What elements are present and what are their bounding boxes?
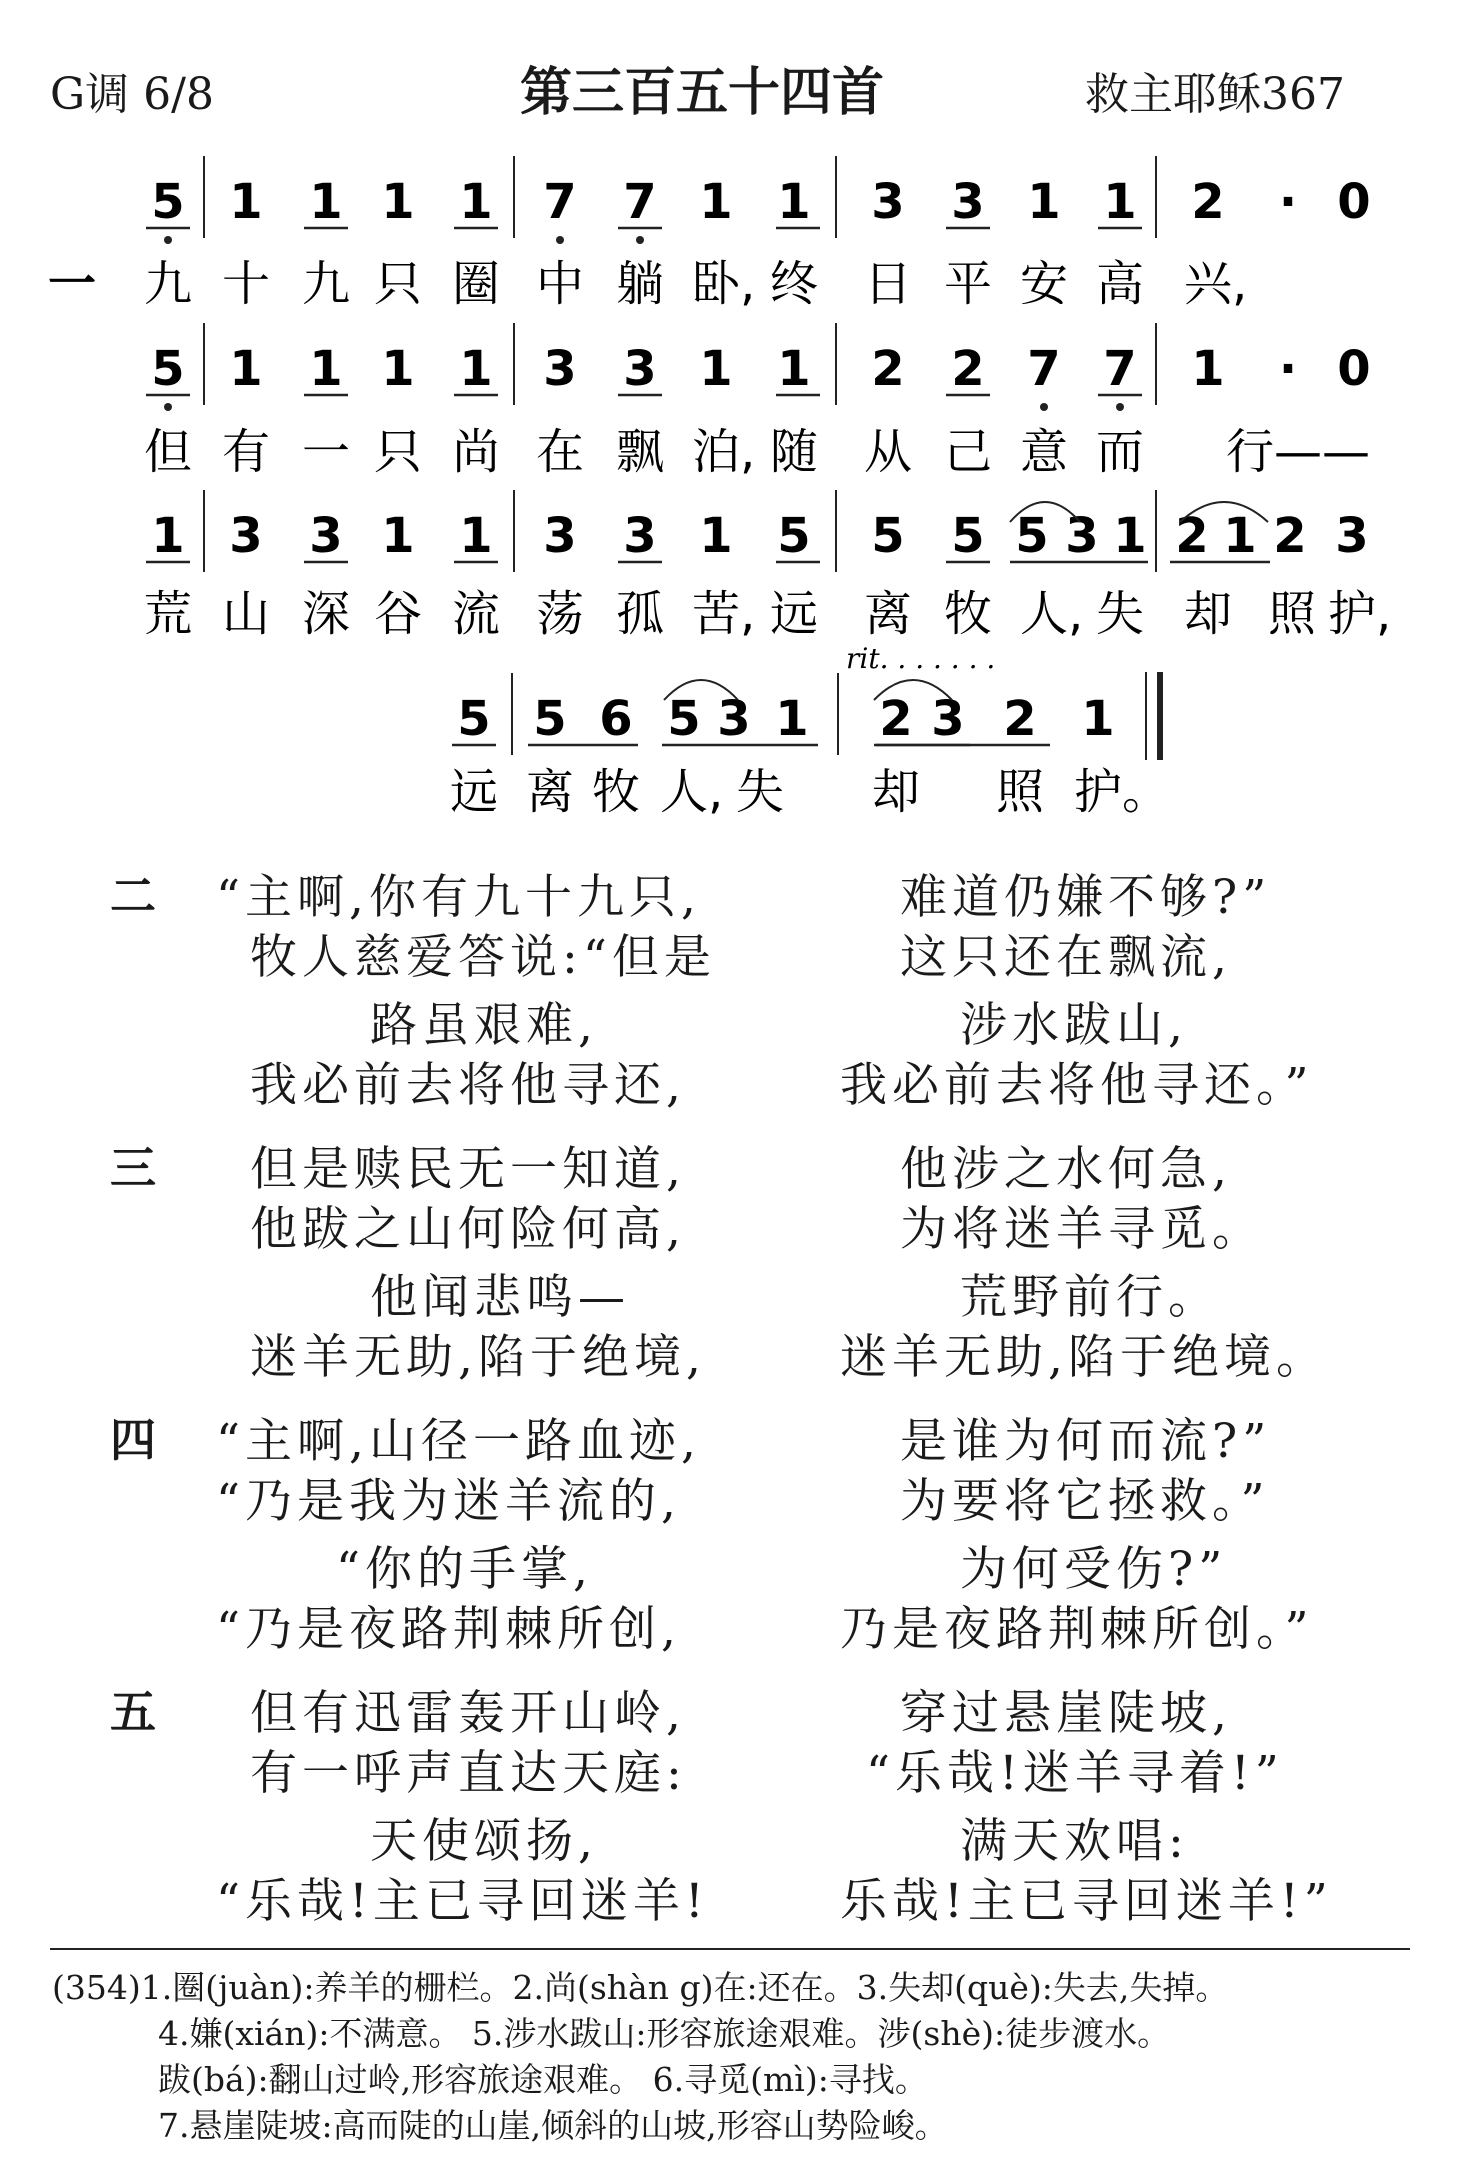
note: 1 [381, 174, 415, 230]
note: 5 [151, 341, 185, 397]
numbered-score [0, 0, 1470, 850]
lyric-word: 九 [144, 256, 193, 312]
verse-line-right: 为要将它拯救。” [900, 1474, 1270, 1529]
note: 1 [777, 341, 811, 397]
note: 2 [1175, 508, 1209, 564]
lyric-word: 却 [1184, 586, 1233, 642]
note: 1 [1113, 508, 1147, 564]
lyric-word: 远 [770, 586, 819, 642]
lyric-word: 失 [1096, 586, 1145, 642]
verse-line-left: “乐哉!主已寻回迷羊! [216, 1874, 709, 1929]
note: 1 [459, 174, 493, 230]
lyric-word: 行—— [1226, 424, 1371, 480]
verse-number: 五 [110, 1685, 156, 1739]
lyric-word: 安 [1020, 256, 1069, 312]
note: 7 [1103, 341, 1137, 397]
lyric-word: 失 [736, 764, 785, 820]
ritardando-marking: rit. . . . . . . [846, 642, 996, 675]
note: 3 [1065, 508, 1099, 564]
note: 1 [699, 174, 733, 230]
footnote-line-3: 跋(bá):翻山过岭,形容旅途艰难。 6.寻觅(mì):寻找。 [158, 2060, 928, 2099]
key-signature: G调 6/8 [50, 69, 214, 120]
verse-line-left: 迷羊无助,陷于绝境, [250, 1330, 706, 1385]
octave-dot [164, 403, 172, 411]
note: 5 [871, 508, 905, 564]
lyric-word: 远 [450, 764, 499, 820]
verse-line-right: 为将迷羊寻觅。 [900, 1202, 1264, 1257]
verse-line-left: 牧人慈爱答说:“但是 [250, 930, 716, 985]
lyric-word: 一 [302, 424, 351, 480]
verse-line-left: 天使颂扬, [370, 1814, 598, 1869]
lyric-word: 深 [302, 586, 351, 642]
note: 1 [309, 174, 343, 230]
footnote-line-1: (354)1.圈(juàn):养羊的栅栏。2.尚(shàn g)在:还在。3.失却(què):失去,失掉。 [52, 1968, 1229, 2007]
lyric-word: 圈 [452, 256, 501, 312]
note: 1 [381, 508, 415, 564]
verse-line-right: 为何受伤?” [960, 1542, 1228, 1597]
note: 5 [777, 508, 811, 564]
lyric-word: 尚 [452, 424, 501, 480]
lyric-word: 飘 [616, 424, 665, 480]
verse-line-right: 乃是夜路荆棘所创。” [840, 1602, 1314, 1657]
note: 3 [951, 174, 985, 230]
lyric-word: 流 [452, 586, 501, 642]
footnote-divider [50, 1948, 1410, 1950]
lyric-word: 在 [536, 424, 585, 480]
note: 5 [457, 691, 491, 747]
lyric-word: 中 [536, 256, 585, 312]
lyric-word: 护, [1328, 586, 1392, 642]
lyric-word: 离 [526, 764, 575, 820]
lyric-word: 荡 [536, 586, 585, 642]
note: 3 [717, 691, 751, 747]
verse-number: 三 [110, 1141, 156, 1195]
verse-line-right: “乐哉!迷羊寻着!” [866, 1746, 1284, 1801]
lyric-word: 只 [374, 424, 423, 480]
note: 1 [1103, 174, 1137, 230]
verse-number: 四 [110, 1413, 156, 1467]
lyric-word: 泊, [692, 424, 756, 480]
note: 1 [459, 341, 493, 397]
note: 1 [1223, 508, 1257, 564]
lyric-word: 照 [1268, 586, 1317, 642]
note: 5 [533, 691, 567, 747]
lyric-word: 己 [944, 424, 993, 480]
note: 2 [879, 691, 913, 747]
verse-line-right: 满天欢唱: [960, 1814, 1189, 1869]
lyric-word: 人, [1020, 586, 1084, 642]
verse-line-left: “乃是夜路荆棘所创, [216, 1602, 681, 1657]
note: 7 [543, 174, 577, 230]
note: 7 [623, 174, 657, 230]
note: 5 [1015, 508, 1049, 564]
note: 5 [951, 508, 985, 564]
octave-dot [1040, 403, 1048, 411]
lyric-word: 谷 [374, 586, 423, 642]
note: 7 [1027, 341, 1061, 397]
lyric-word: 躺 [616, 256, 665, 312]
verse-line-left: “主啊,山径一路血迹, [216, 1414, 701, 1469]
note: 1 [1081, 691, 1115, 747]
lyric-word: 终 [770, 256, 819, 312]
footnote-line-2: 4.嫌(xián):不满意。 5.涉水跋山:形容旅途艰难。涉(shè):徒步渡水。 [158, 2014, 1171, 2053]
verse-line-left: 他跋之山何险何高, [250, 1202, 686, 1257]
note: 5 [151, 174, 185, 230]
lyric-word: 但 [144, 424, 193, 480]
lyric-word: 日 [864, 256, 913, 312]
verse-line-right: 我必前去将他寻还。” [840, 1058, 1314, 1113]
note: 2 [1273, 508, 1307, 564]
lyric-word: 荒 [144, 586, 193, 642]
verse-line-left: 他闻悲鸣— [370, 1270, 630, 1325]
lyric-word: 卧, [692, 256, 756, 312]
octave-dot [636, 236, 644, 244]
lyric-word: 从 [864, 424, 913, 480]
note: 1 [229, 341, 263, 397]
note: 3 [623, 508, 657, 564]
note: 2 [871, 341, 905, 397]
octave-dot [1116, 403, 1124, 411]
verse-line-left: 但有迅雷轰开山岭, [250, 1686, 686, 1741]
verse-line-left: “乃是我为迷羊流的, [216, 1474, 681, 1529]
verse-line-right: 是谁为何而流?” [900, 1414, 1272, 1469]
verse-line-right: 他涉之水何急, [900, 1142, 1232, 1197]
note: 1 [699, 341, 733, 397]
lyric-word: 离 [864, 586, 913, 642]
verse-number-1: 一 [48, 256, 97, 312]
note: 1 [459, 508, 493, 564]
verse-line-left: 路虽艰难, [370, 998, 598, 1053]
lyric-word: 高 [1096, 256, 1145, 312]
verse-line-left: 有一呼声直达天庭: [250, 1746, 687, 1801]
lyric-word: 护。 [1074, 764, 1171, 820]
note: 2 [951, 341, 985, 397]
lyric-word: 却 [872, 764, 921, 820]
verse-line-left: 但是赎民无一知道, [250, 1142, 686, 1197]
verse-line-right: 穿过悬崖陡坡, [900, 1686, 1232, 1741]
note: 0 [1337, 341, 1371, 397]
verse-line-left: 我必前去将他寻还, [250, 1058, 686, 1113]
note: 3 [871, 174, 905, 230]
verse-line-right: 乐哉!主已寻回迷羊!” [840, 1874, 1333, 1929]
octave-dot [556, 236, 564, 244]
lyric-word: 只 [374, 256, 423, 312]
verse-number: 二 [110, 869, 156, 923]
note: 1 [775, 691, 809, 747]
note: 3 [1335, 508, 1369, 564]
lyric-word: 有 [222, 424, 271, 480]
lyric-word: 牧 [592, 764, 641, 820]
note: 3 [931, 691, 965, 747]
lyric-word: 山 [222, 586, 271, 642]
note: 1 [151, 508, 185, 564]
note: 1 [699, 508, 733, 564]
note: 1 [309, 341, 343, 397]
note: 3 [229, 508, 263, 564]
verse-line-right: 难道仍嫌不够?” [900, 870, 1272, 925]
source-reference: 救主耶稣367 [1085, 69, 1345, 120]
note: 3 [309, 508, 343, 564]
verse-line-right: 迷羊无助,陷于绝境。 [840, 1330, 1328, 1385]
lyric-word: 随 [770, 424, 819, 480]
verse-line-left: “主啊,你有九十九只, [216, 870, 701, 925]
lyric-word: 十 [222, 256, 271, 312]
verse-line-right: 荒野前行。 [960, 1270, 1220, 1325]
verse-line-right: 涉水跋山, [960, 998, 1188, 1053]
lyric-word: 意 [1020, 424, 1069, 480]
note: · [1278, 341, 1298, 397]
verse-line-left: “你的手掌, [336, 1542, 593, 1597]
note: 3 [623, 341, 657, 397]
lyric-word: 兴, [1184, 256, 1248, 312]
verse-line-right: 这只还在飘流, [900, 930, 1232, 985]
lyric-word: 孤 [616, 586, 665, 642]
note: 1 [1027, 174, 1061, 230]
octave-dot [164, 236, 172, 244]
lyric-word: 人, [660, 764, 724, 820]
footnote-line-4: 7.悬崖陡坡:高而陡的山崖,倾斜的山坡,形容山势险峻。 [158, 2106, 948, 2145]
note: 5 [667, 691, 701, 747]
lyric-word: 九 [302, 256, 351, 312]
note: 1 [777, 174, 811, 230]
lyric-word: 平 [944, 256, 993, 312]
note: 2 [1191, 174, 1225, 230]
lyric-word: 而 [1096, 424, 1145, 480]
note: 1 [381, 341, 415, 397]
page-title: 第三百五十四首 [520, 63, 885, 123]
note: 1 [229, 174, 263, 230]
note: · [1278, 174, 1298, 230]
lyric-word: 苦, [692, 586, 756, 642]
note: 3 [543, 341, 577, 397]
note: 0 [1337, 174, 1371, 230]
note: 1 [1191, 341, 1225, 397]
lyric-word: 牧 [944, 586, 993, 642]
lyric-word: 照 [996, 764, 1045, 820]
note: 6 [599, 691, 633, 747]
note: 2 [1003, 691, 1037, 747]
note: 3 [543, 508, 577, 564]
